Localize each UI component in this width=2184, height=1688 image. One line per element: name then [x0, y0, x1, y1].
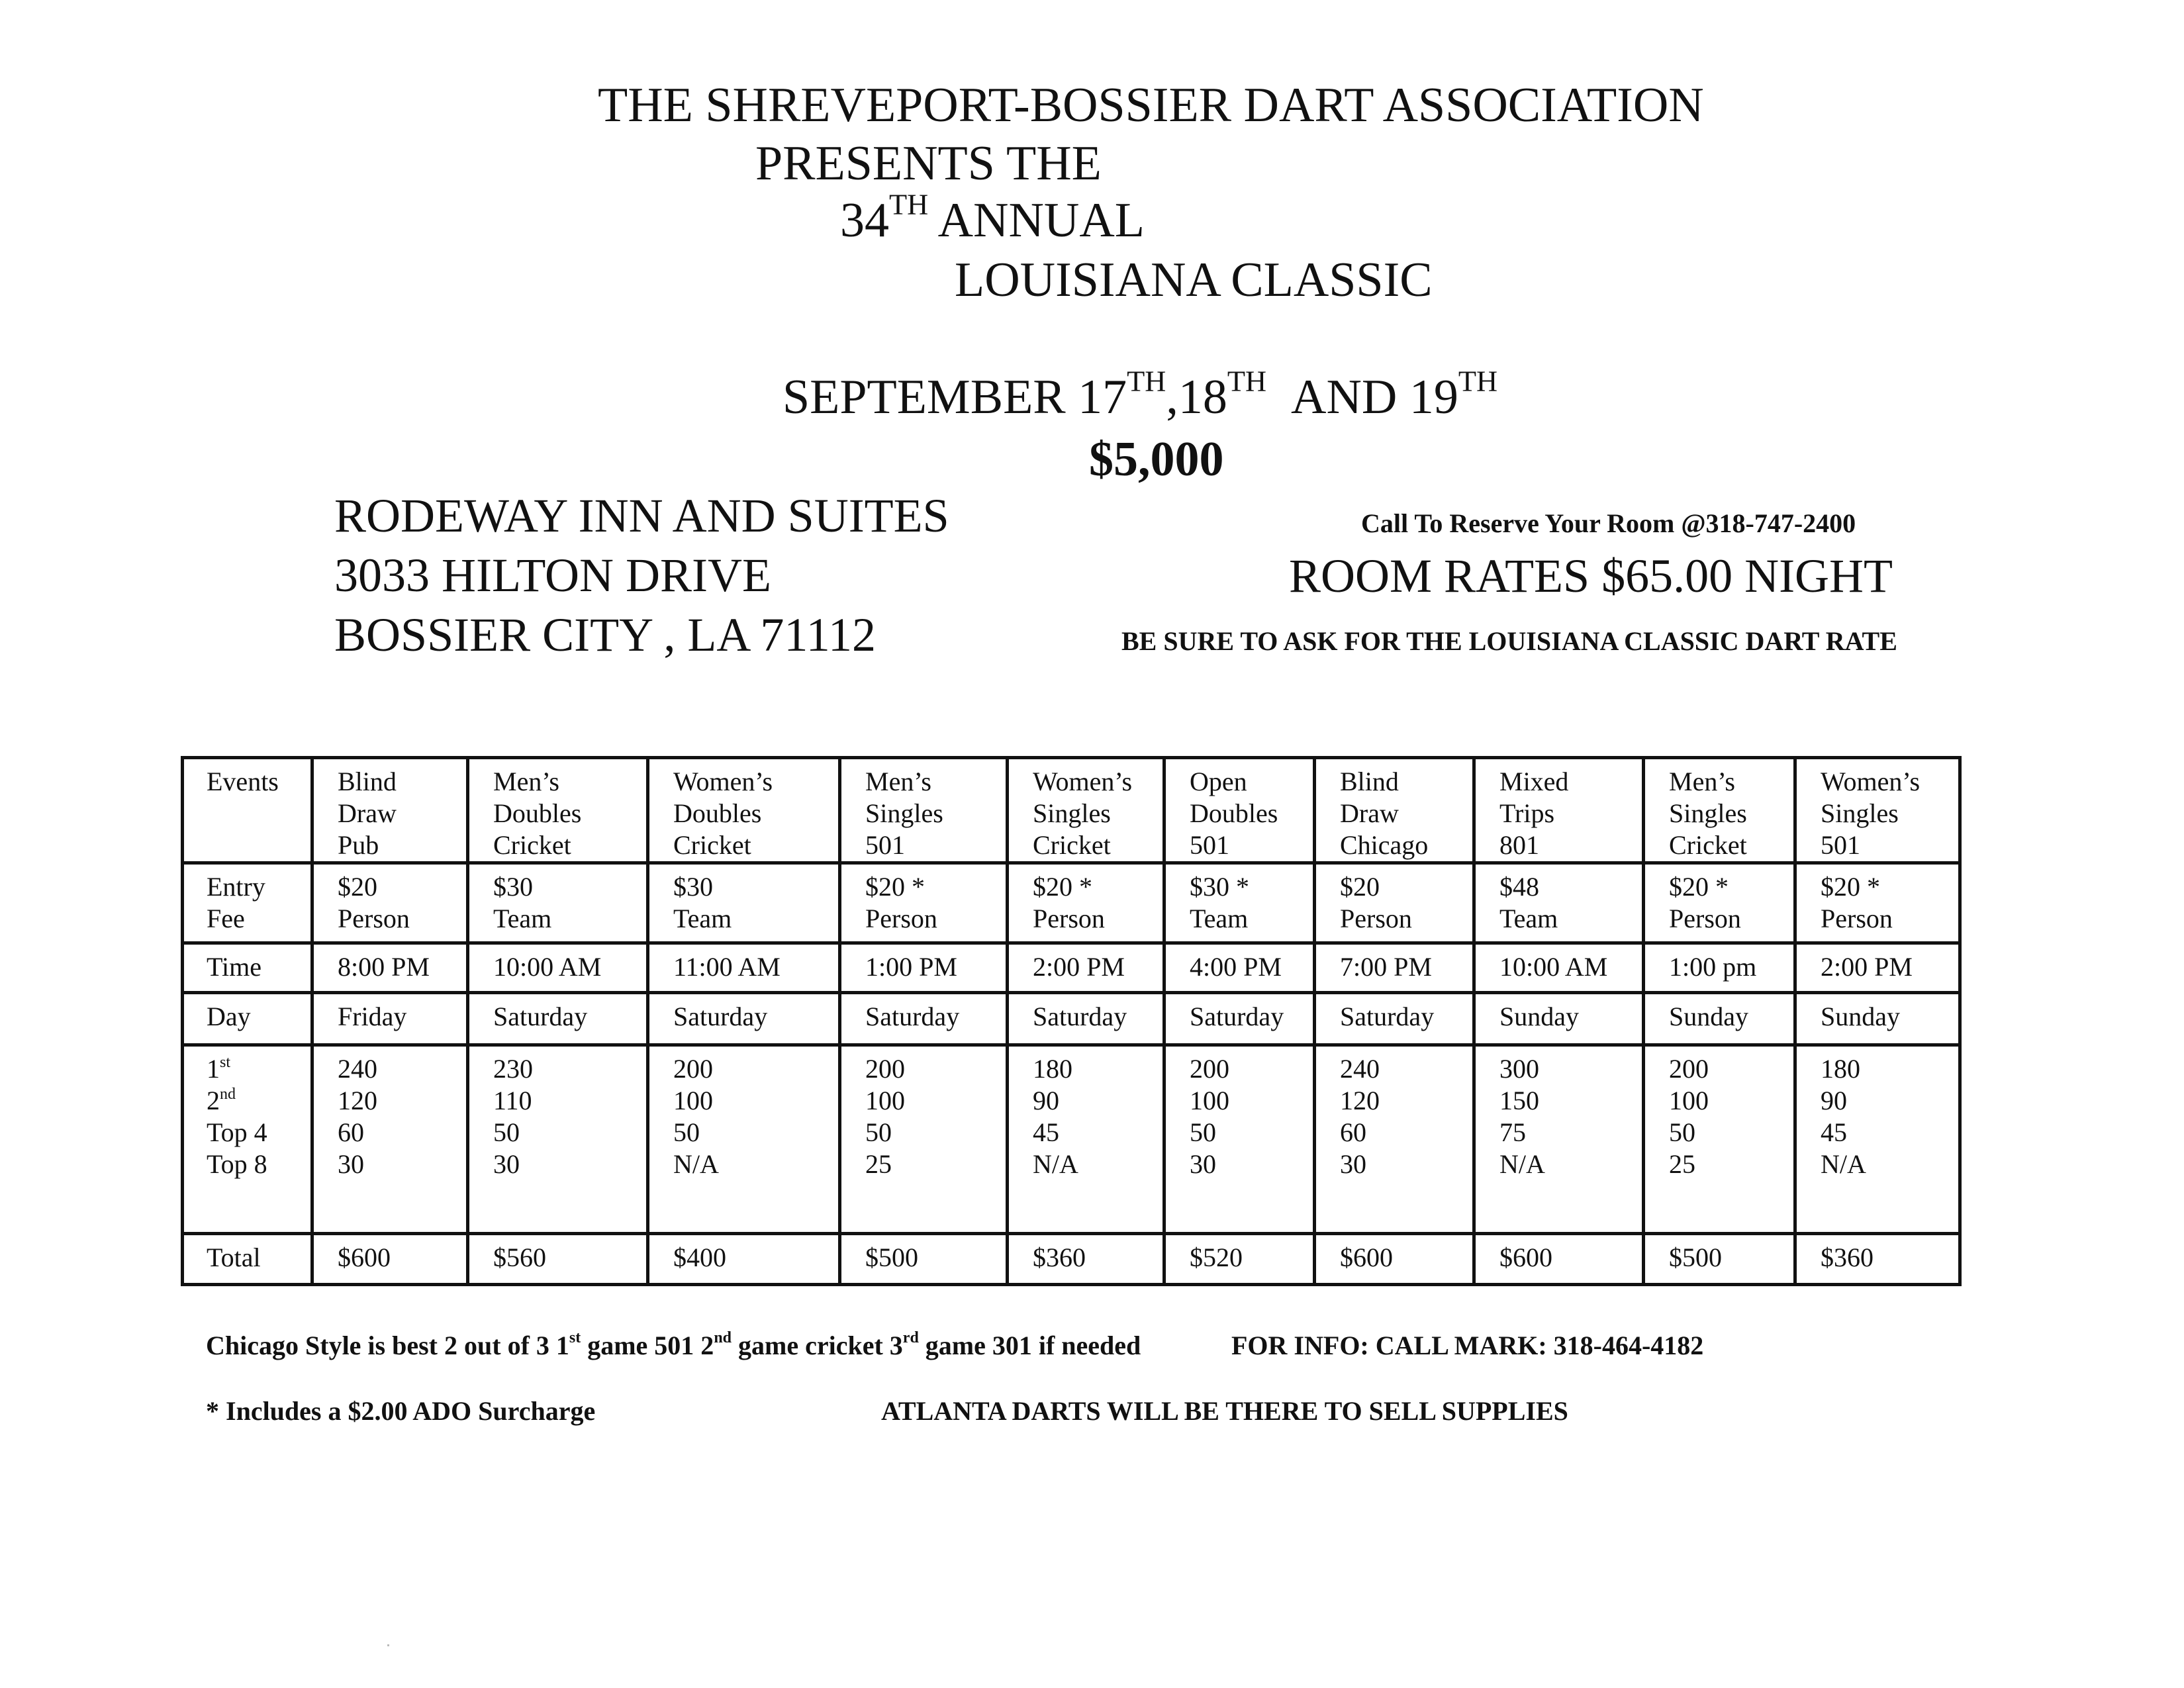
chicago-note-sup: rd: [902, 1329, 919, 1346]
chicago-style-note: [206, 1329, 1141, 1360]
place-label-2nd: [207, 1085, 310, 1117]
event-cell: Open Doubles 501: [1164, 758, 1315, 863]
fee-cell: $30 Team: [468, 863, 648, 943]
supplies-note: ATLANTA DARTS WILL BE THERE TO SELL SUPPLIES: [881, 1396, 1568, 1426]
fee-cell: $20 * Person: [1008, 863, 1164, 943]
rate-note: BE SURE TO ASK FOR THE LOUISIANA CLASSIC DART RATE: [1121, 626, 1897, 656]
chicago-note-sup: nd: [714, 1329, 732, 1346]
total-cell: $600: [1315, 1234, 1474, 1285]
row-label-fee: Entry Fee: [183, 863, 312, 943]
total-cell: $360: [1008, 1234, 1164, 1285]
fee-cell: $48 Team: [1474, 863, 1644, 943]
place-label-sup: st: [220, 1054, 231, 1071]
org-title: THE SHREVEPORT-BOSSIER DART ASSOCIATION: [598, 78, 1704, 132]
day-cell: Friday: [312, 993, 468, 1045]
event-cell: Mixed Trips 801: [1474, 758, 1644, 863]
day-cell: Saturday: [468, 993, 648, 1045]
total-cell: $560: [468, 1234, 648, 1285]
event-dates: [783, 364, 1498, 424]
event-cell: Blind Draw Pub: [312, 758, 468, 863]
annual-number: 34: [840, 193, 889, 248]
time-cell: 7:00 PM: [1315, 943, 1474, 993]
chicago-note-part: game cricket 3: [732, 1331, 903, 1360]
payout-cell: 240 120 60 30: [312, 1045, 468, 1234]
total-cell: $520: [1164, 1234, 1315, 1285]
row-label-total: Total: [183, 1234, 312, 1285]
date-sup-3: TH: [1458, 364, 1498, 398]
venue-street: 3033 HILTON DRIVE: [334, 549, 771, 602]
time-cell: 1:00 pm: [1644, 943, 1795, 993]
payout-cell: 240 120 60 30: [1315, 1045, 1474, 1234]
place-label-1st: [207, 1053, 310, 1085]
total-cell: $600: [312, 1234, 468, 1285]
entry-fee-row: [183, 863, 1960, 943]
payout-cell: 200 100 50 30: [1164, 1045, 1315, 1234]
date-and: AND 19: [1291, 370, 1458, 424]
payout-cell: 180 90 45 N/A: [1008, 1045, 1164, 1234]
row-label-day: Day: [183, 993, 312, 1045]
day-cell: Sunday: [1644, 993, 1795, 1045]
place-label-main: 2: [207, 1086, 220, 1115]
total-cell: $500: [840, 1234, 1008, 1285]
total-cell: $600: [1474, 1234, 1644, 1285]
annual-line: [840, 187, 1145, 248]
payout-cell: 200 100 50 25: [840, 1045, 1008, 1234]
date-sup-2: TH: [1227, 364, 1267, 398]
event-cell: Women’s Singles 501: [1795, 758, 1960, 863]
event-cell: Men’s Singles Cricket: [1644, 758, 1795, 863]
fee-cell: $20 * Person: [1644, 863, 1795, 943]
payout-cell: 230 110 50 30: [468, 1045, 648, 1234]
date-sup-1: TH: [1127, 364, 1166, 398]
place-label-main: 1: [207, 1054, 220, 1084]
payout-cell: 180 90 45 N/A: [1795, 1045, 1960, 1234]
fee-cell: $20 Person: [312, 863, 468, 943]
day-row: [183, 993, 1960, 1045]
chicago-note-part: Chicago Style is best 2 out of 3 1: [206, 1331, 569, 1360]
fee-cell: $30 * Team: [1164, 863, 1315, 943]
info-contact: FOR INFO: CALL MARK: 318-464-4182: [1231, 1331, 1704, 1360]
surcharge-note: * Includes a $2.00 ADO Surcharge: [206, 1396, 596, 1426]
scan-speck: [387, 1644, 389, 1646]
day-cell: Saturday: [648, 993, 840, 1045]
annual-word: ANNUAL: [937, 193, 1145, 248]
fee-cell: $20 * Person: [1795, 863, 1960, 943]
day-cell: Saturday: [1315, 993, 1474, 1045]
row-label-events: Events: [183, 758, 312, 863]
total-row: [183, 1234, 1960, 1285]
fee-cell: $20 Person: [1315, 863, 1474, 943]
event-cell: Men’s Doubles Cricket: [468, 758, 648, 863]
annual-suffix: TH: [889, 187, 929, 221]
time-cell: 10:00 AM: [1474, 943, 1644, 993]
venue-name: RODEWAY INN AND SUITES: [334, 489, 949, 542]
events-row: [183, 758, 1960, 863]
events-table: [181, 756, 1962, 1286]
event-cell: Women’s Singles Cricket: [1008, 758, 1164, 863]
payout-cell: 300 150 75 N/A: [1474, 1045, 1644, 1234]
time-cell: 11:00 AM: [648, 943, 840, 993]
day-cell: Saturday: [1164, 993, 1315, 1045]
reserve-call: Call To Reserve Your Room @318-747-2400: [1361, 508, 1856, 538]
total-cell: $500: [1644, 1234, 1795, 1285]
day-cell: Saturday: [1008, 993, 1164, 1045]
payout-cell: 200 100 50 N/A: [648, 1045, 840, 1234]
time-cell: 4:00 PM: [1164, 943, 1315, 993]
total-cell: $400: [648, 1234, 840, 1285]
fee-cell: $20 * Person: [840, 863, 1008, 943]
day-cell: Sunday: [1795, 993, 1960, 1045]
time-cell: 8:00 PM: [312, 943, 468, 993]
event-cell: Women’s Doubles Cricket: [648, 758, 840, 863]
fee-cell: $30 Team: [648, 863, 840, 943]
event-name: LOUISIANA CLASSIC: [955, 253, 1433, 307]
chicago-note-part: game 301 if needed: [918, 1331, 1141, 1360]
presents-line: PRESENTS THE: [755, 136, 1102, 191]
venue-city: BOSSIER CITY , LA 71112: [334, 608, 877, 661]
purse-amount: $5,000: [1089, 432, 1224, 487]
room-rates: ROOM RATES $65.00 NIGHT: [1289, 549, 1893, 602]
place-label-sup: nd: [220, 1086, 236, 1103]
time-cell: 1:00 PM: [840, 943, 1008, 993]
row-label-places: [183, 1045, 312, 1234]
payout-row: [183, 1045, 1960, 1234]
row-label-time: Time: [183, 943, 312, 993]
total-cell: $360: [1795, 1234, 1960, 1285]
time-cell: 10:00 AM: [468, 943, 648, 993]
payout-cell: 200 100 50 25: [1644, 1045, 1795, 1234]
day-cell: Sunday: [1474, 993, 1644, 1045]
day-cell: Saturday: [840, 993, 1008, 1045]
event-cell: Men’s Singles 501: [840, 758, 1008, 863]
place-label-top8: Top 8: [207, 1149, 267, 1179]
chicago-note-sup: st: [569, 1329, 581, 1346]
place-label-top4: Top 4: [207, 1117, 267, 1147]
chicago-note-part: game 501 2: [581, 1331, 714, 1360]
event-cell: Blind Draw Chicago: [1315, 758, 1474, 863]
date-prefix: SEPTEMBER 17: [783, 370, 1127, 424]
time-cell: 2:00 PM: [1008, 943, 1164, 993]
date-mid: ,18: [1166, 370, 1227, 424]
time-row: [183, 943, 1960, 993]
time-cell: 2:00 PM: [1795, 943, 1960, 993]
